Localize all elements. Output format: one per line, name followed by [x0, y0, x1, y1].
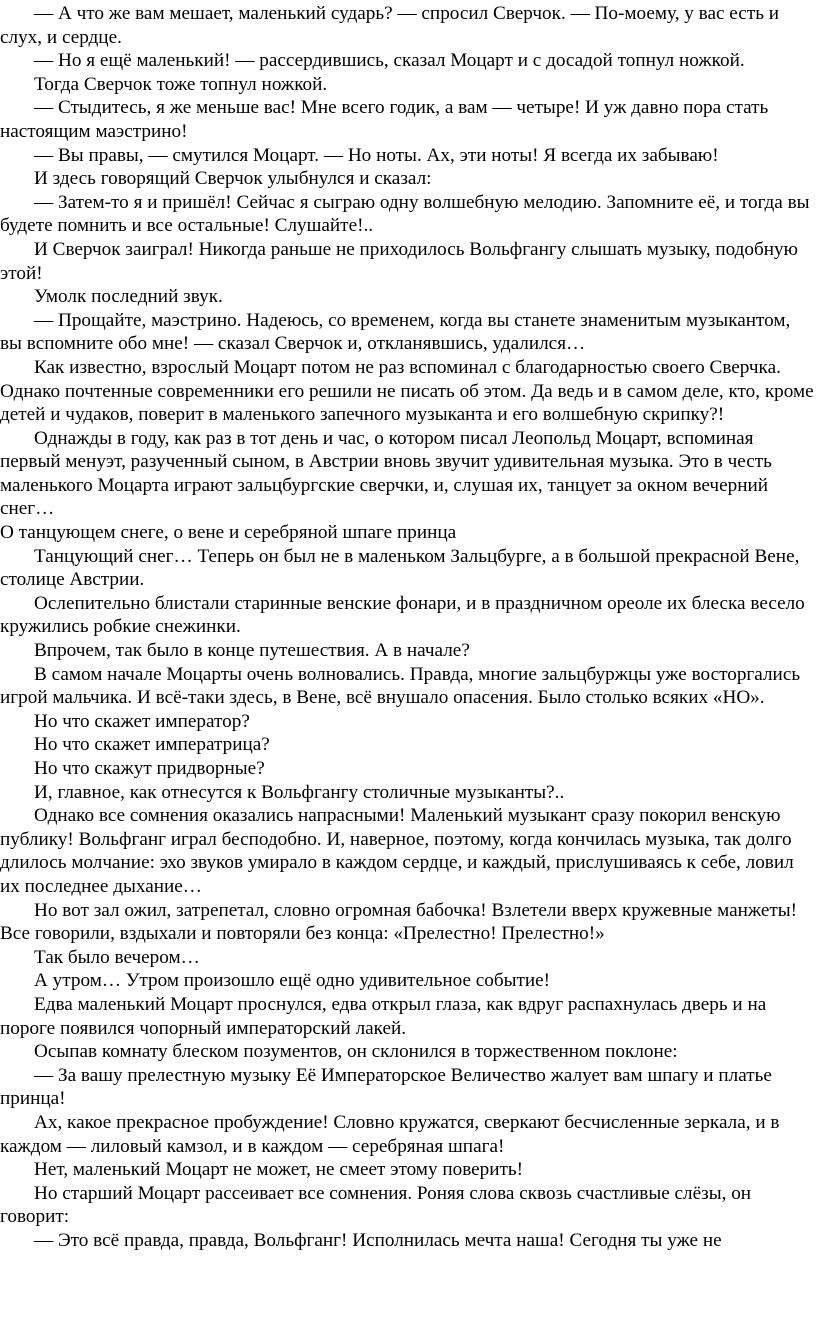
- paragraph: Осыпав комнату блеском позументов, он склонился в торжественном поклоне:: [34, 1041, 678, 1063]
- paragraph: И, главное, как отнесутся к Вольфгангу столичные музыканты?..: [34, 781, 565, 803]
- paragraph: Однажды в году, как раз в тот день и час, о котором писал Леопольд Моцарт, вспоминая первый менуэт, разученный сыном, в Австрии вновь звучит удивительная музыка. Это в честь маленького Моцарта играют зальцбургские сверчки, и, слушая их, танцует за окном вечерний снег…: [0, 427, 772, 520]
- paragraph: Но вот зал ожил, затрепетал, словно огромная бабочка! Взлетели вверх кружевные манжеты! Все говорили, вздыхали и повторяли без конца: «Прелестно! Прелестно!»: [0, 899, 798, 945]
- paragraph: В самом начале Моцарты очень волновались. Правда, многие зальцбуржцы уже восторгались игрой мальчика. И всё-таки здесь, в Вене, всё внушало опасения. Было столько всяких «НО».: [0, 663, 801, 709]
- paragraph: Но старший Моцарт рассеивает все сомнения. Роняя слова сквозь счастливые слёзы, он говорит:: [0, 1182, 752, 1228]
- paragraph: Впрочем, так было в конце путешествия. А в начале?: [34, 640, 470, 662]
- paragraph: Умолк последний звук.: [34, 286, 223, 308]
- paragraph: И Сверчок заиграл! Никогда раньше не приходилось Вольфгангу слышать музыку, подобную этой!: [0, 238, 798, 284]
- paragraph: Танцующий снег… Теперь он был не в маленьком Зальцбурге, а в большой прекрасной Вене, столице Австрии.: [0, 545, 800, 591]
- section-heading: О танцующем снеге, о вене и серебряной шпаге принца: [0, 522, 457, 544]
- paragraph: — Это всё правда, правда, Вольфганг! Исполнилась мечта наша! Сегодня ты уже не: [34, 1229, 722, 1251]
- paragraph: — За вашу прелестную музыку Её Императорское Величество жалует вам шпагу и платье принца!: [0, 1064, 772, 1110]
- paragraph: — А что же вам мешает, маленький сударь? — спросил Сверчок. — По-моему, у вас есть и слух, и сердце.: [0, 3, 780, 48]
- paragraph: Но что скажет император?: [34, 710, 250, 732]
- paragraph: Так было вечером…: [34, 946, 200, 968]
- paragraph: — Прощайте, маэстрино. Надеюсь, со временем, когда вы станете знаменитым музыкантом, вы вспомните обо мне! — сказал Сверчок и, откланявшись, удалился…: [0, 309, 791, 355]
- paragraph: — Вы правы, — смутился Моцарт. — Но ноты. Ах, эти ноты! Я всегда их забываю!: [34, 144, 719, 166]
- paragraph: И здесь говорящий Сверчок улыбнулся и сказал:: [34, 168, 432, 190]
- paragraph: Нет, маленький Моцарт не может, не смеет этому поверить!: [34, 1159, 524, 1181]
- paragraph: Ослепительно блистали старинные венские фонари, и в праздничном ореоле их блеска весело кружились робкие снежинки.: [0, 592, 805, 638]
- document-body: [0, 2, 816, 1252]
- paragraph: Едва маленький Моцарт проснулся, едва открыл глаза, как вдруг распахнулась дверь и на пороге появился чопорный императорский лакей.: [0, 993, 767, 1039]
- paragraph: Но что скажет императрица?: [34, 734, 270, 756]
- paragraph: Ах, какое прекрасное пробуждение! Словно кружатся, сверкают бесчисленные зеркала, и в каждом — лиловый камзол, и в каждом — серебряная шпага!: [0, 1111, 780, 1157]
- paragraph: А утром… Утром произошло ещё одно удивительное событие!: [34, 970, 551, 992]
- paragraph: — Но я ещё маленький! — рассердившись, сказал Моцарт и с досадой топнул ножкой.: [34, 50, 745, 72]
- paragraph: — Стыдитесь, я же меньше вас! Мне всего годик, а вам — четыре! И уж давно пора стать настоящим маэстрино!: [0, 97, 769, 142]
- paragraph: Но что скажут придворные?: [34, 758, 265, 779]
- paragraph: — Затем-то я и пришёл! Сейчас я сыграю одну волшебную мелодию. Запомните её, и тогда вы будете помнить и все остальные! Слушайте!..: [0, 191, 810, 237]
- paragraph: Однако все сомнения оказались напрасными! Маленький музыкант сразу покорил венскую публику! Вольфганг играл бесподобно. И, наверное, поэтому, когда кончилась музыка, так долго длилось молчание: эхо звуков умирало в каждом сердце, и каждый, прислушиваясь к себе, ловил их последнее дыхание…: [0, 805, 794, 897]
- paragraph: Тогда Сверчок тоже топнул ножкой.: [34, 73, 328, 95]
- paragraph: Как известно, взрослый Моцарт потом не раз вспоминал с благодарностью своего Сверчка. Однако почтенные современники его решили не писать об этом. Да ведь и в самом деле, кто, кроме детей и чудаков, поверит в маленького запечного музыканта и его волшебную скрипку?!: [0, 356, 814, 426]
